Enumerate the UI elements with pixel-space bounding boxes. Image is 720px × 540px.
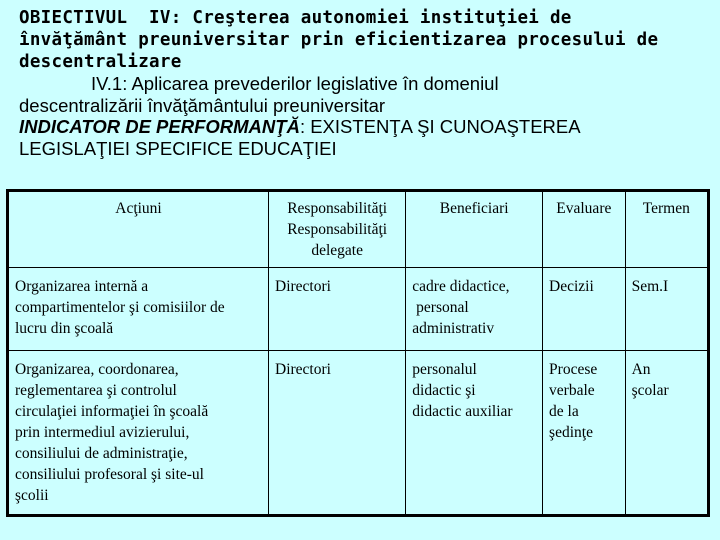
cell-action — [8, 351, 269, 516]
page-heading — [19, 7, 709, 159]
cell-line: de la — [549, 403, 579, 420]
cell-line: cadre didactice, — [412, 278, 510, 295]
cell-deadline — [625, 351, 708, 516]
indicator-line: LEGISLAŢIEI SPECIFICE EDUCAŢIEI — [19, 137, 337, 159]
subobjective-line: IV.1: Aplicarea prevederilor legislative în domeniul — [91, 73, 499, 94]
cell-beneficiary — [406, 268, 543, 351]
cell-responsible: Directori — [269, 351, 406, 516]
cell-evaluation — [543, 268, 626, 351]
cell-line: prin intermediul avizierului, — [15, 424, 190, 441]
cell-line: consiliului profesoral şi site-ul — [15, 466, 204, 483]
header-responsibilities — [269, 191, 406, 268]
cell-line: didactic şi — [412, 382, 476, 399]
cell-line: Organizarea internă a — [15, 278, 149, 295]
table-header-row — [8, 191, 709, 268]
header-deadline: Termen — [625, 191, 708, 268]
header-responsibilities-label: Responsabilităţi — [287, 200, 388, 217]
header-delegated-line: delegate — [311, 242, 363, 259]
cell-deadline — [625, 268, 708, 351]
header-delegated-line: Responsabilităţi — [287, 221, 388, 238]
objective-line: învăţământ preuniversitar prin eficientizarea procesului de — [19, 30, 659, 50]
cell-beneficiary — [406, 351, 543, 516]
indicator-line — [19, 116, 709, 138]
objective-line: OBIECTIVUL IV: Creşterea autonomiei instituţiei de — [19, 8, 572, 28]
cell-line: didactic auxiliar — [412, 403, 513, 420]
cell-evaluation — [543, 351, 626, 516]
cell-line: consiliului de administraţie, — [15, 445, 188, 462]
cell-action — [8, 268, 269, 351]
action-plan-table — [6, 189, 710, 517]
cell-line: personal — [412, 299, 469, 316]
cell-line: verbale — [549, 382, 595, 399]
cell-line: reglementarea şi controlul — [15, 382, 177, 399]
table-row — [8, 351, 709, 516]
cell-line: şedinţe — [549, 424, 593, 441]
cell-line: Organizarea, coordonarea, — [15, 361, 179, 378]
cell-line: lucru din şcoală — [15, 320, 114, 337]
cell-line: compartimentelor şi comisiilor de — [15, 299, 225, 316]
header-evaluation: Evaluare — [543, 191, 626, 268]
indicator-label: INDICATOR DE PERFORMANŢĂ — [19, 116, 300, 137]
cell-line: şcolar — [631, 382, 669, 399]
cell-line: Decizii — [549, 278, 594, 295]
cell-line: An — [631, 361, 651, 378]
header-actions: Acţiuni — [8, 191, 269, 268]
header-beneficiaries: Beneficiari — [406, 191, 543, 268]
cell-line: administrativ — [412, 320, 495, 337]
table-row — [8, 268, 709, 351]
cell-line: şcolii — [15, 487, 49, 504]
objective-line: descentralizare — [19, 52, 182, 72]
cell-line: Procese — [549, 361, 598, 378]
indicator-text: : EXISTENŢA ŞI CUNOAŞTEREA — [299, 116, 581, 137]
cell-line: circulaţiei informaţiei în şcoală — [15, 403, 209, 420]
cell-line: Sem.I — [631, 278, 669, 295]
cell-line: personalul — [412, 361, 477, 378]
cell-responsible: Directori — [269, 268, 406, 351]
subobjective-line: descentralizării învăţământului preuniversitar — [19, 94, 386, 116]
